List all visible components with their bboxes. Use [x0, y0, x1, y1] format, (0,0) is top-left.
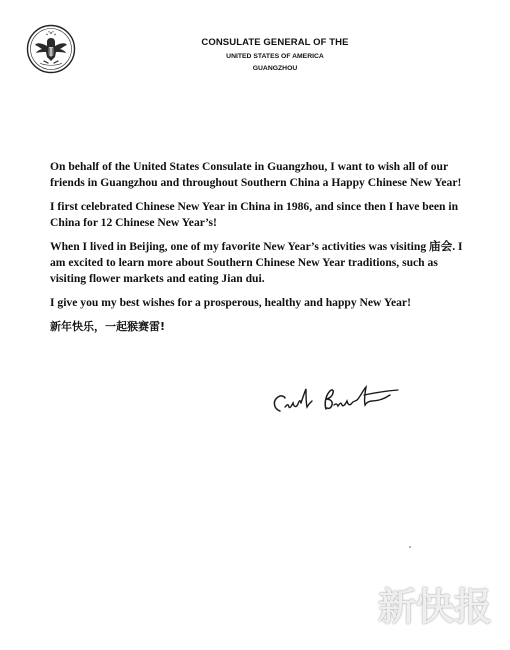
letter-body	[50, 159, 474, 343]
letterhead-country: UNITED STATES OF AMERICA	[226, 53, 324, 60]
signature-image	[266, 381, 436, 421]
paragraph-first-celebration: I first celebrated Chinese New Year in China in 1986, and since then I have been in China for 12 Chinese New Year’s!	[50, 200, 459, 229]
paragraph-greeting: On behalf of the United States Consulate in Guangzhou, I want to wish all of our friends in Guangzhou and throughout Southern China a Happy Chinese New Year!	[50, 160, 462, 189]
scan-speck	[409, 546, 411, 548]
great-seal-icon	[26, 24, 76, 74]
letterhead-title: CONSULATE GENERAL OF THE	[201, 37, 349, 48]
paragraph-beijing: When I lived in Beijing, one of my favorite New Year’s activities was visiting 庙会. I am excited to learn more about Southern Chinese New Year traditions, such as visiting flower markets and eating Jian dui.	[50, 240, 463, 285]
letterhead	[150, 37, 400, 72]
xkb-watermark: 新快报	[378, 585, 493, 629]
letterhead-city: GUANGZHOU	[252, 65, 298, 72]
paragraph-chinese-greeting: 新年快乐，一起猴赛雷!	[50, 320, 166, 333]
paragraph-wishes: I give you my best wishes for a prosperous, healthy and happy New Year!	[50, 296, 411, 309]
